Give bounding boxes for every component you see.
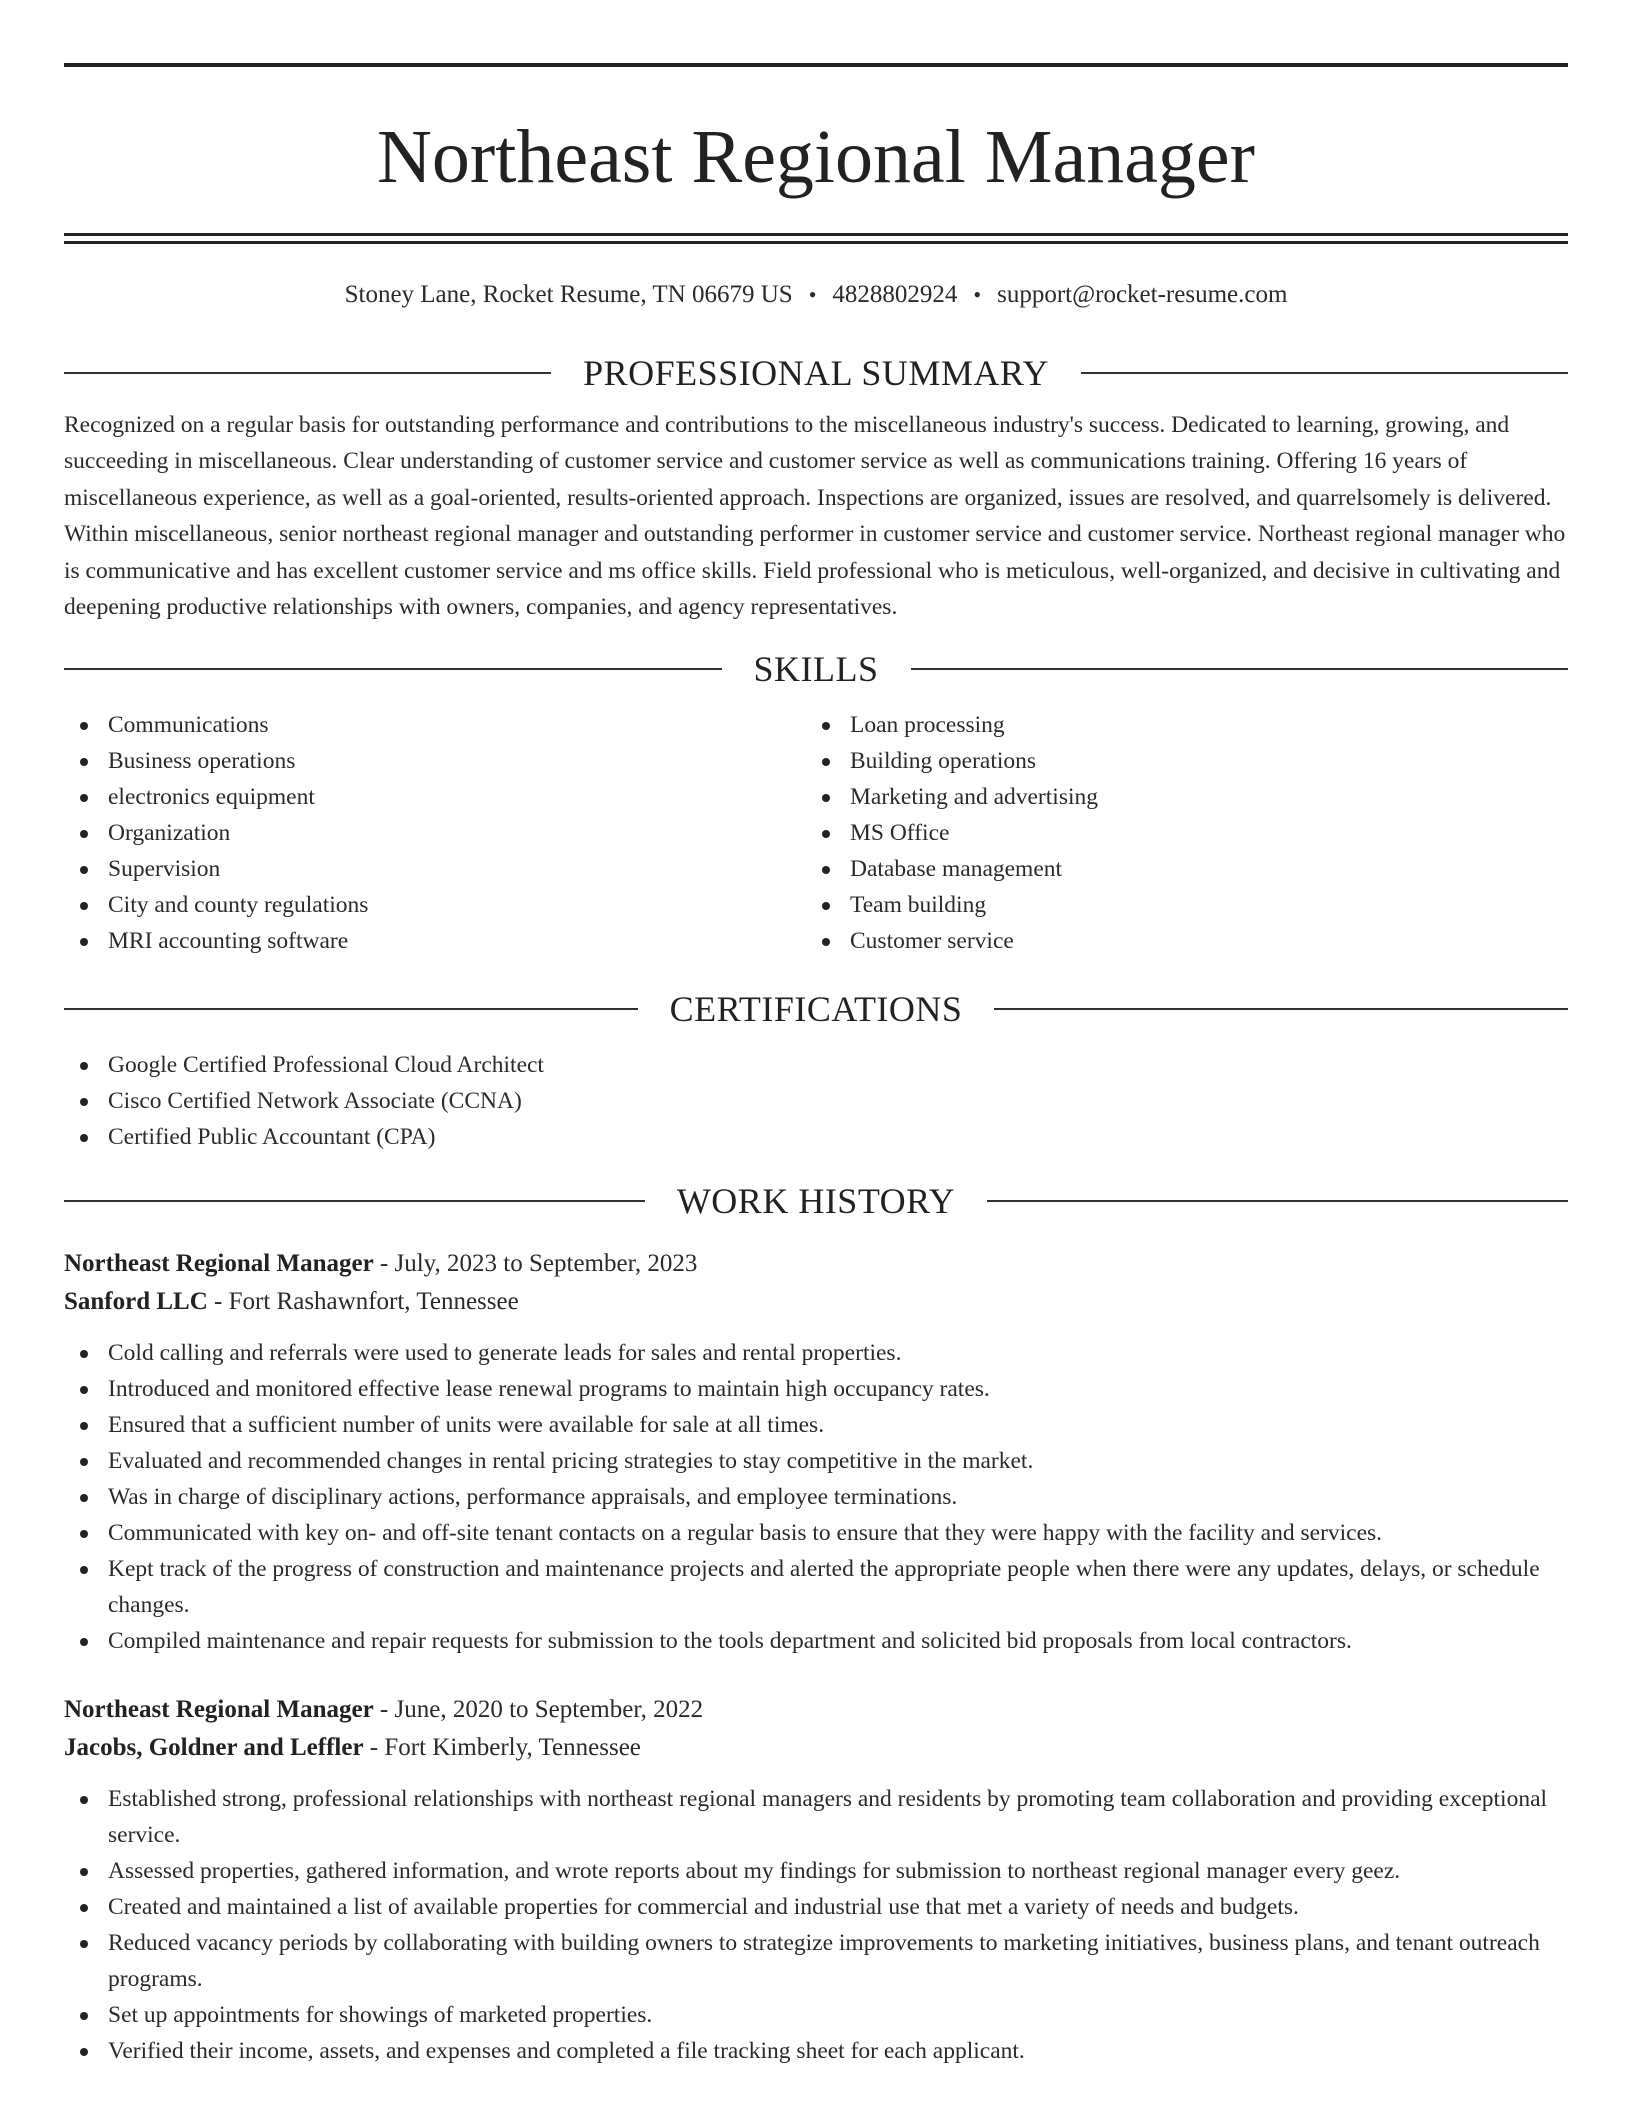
skills-column-left xyxy=(64,707,806,959)
list-item: Cold calling and referrals were used to generate leads for sales and rental properties. xyxy=(64,1335,1568,1371)
list-item: Assessed properties, gathered information, and wrote reports about my findings for submission to northeast regional manager every geez. xyxy=(64,1853,1568,1889)
title-double-rule xyxy=(64,233,1568,244)
list-item: MS Office xyxy=(806,815,1548,851)
contact-separator: • xyxy=(808,282,817,307)
job-entry xyxy=(64,1245,1568,1659)
list-item: Team building xyxy=(806,887,1548,923)
section-header-certifications xyxy=(64,987,1568,1031)
skills-list-right xyxy=(806,707,1548,959)
job-company-line xyxy=(64,1283,1568,1321)
job-title: Northeast Regional Manager xyxy=(64,1250,374,1278)
list-item: Customer service xyxy=(806,923,1548,959)
section-title-work-history: WORK HISTORY xyxy=(676,1181,956,1222)
section-rule-left xyxy=(64,668,722,670)
skills-list-left xyxy=(64,707,806,959)
list-item: MRI accounting software xyxy=(64,923,806,959)
list-item: Established strong, professional relationships with northeast regional managers and residents by promoting team collaboration and providing exceptional service. xyxy=(64,1781,1568,1853)
list-item: Set up appointments for showings of marketed properties. xyxy=(64,1997,1568,2033)
contact-address: Stoney Lane, Rocket Resume, TN 06679 US xyxy=(344,281,793,308)
section-header-skills xyxy=(64,647,1568,691)
list-item: Building operations xyxy=(806,743,1548,779)
job-dates: - June, 2020 to September, 2022 xyxy=(373,1696,704,1724)
job-entry xyxy=(64,1691,1568,2069)
certifications-list xyxy=(64,1047,1568,1155)
list-item: Certified Public Accountant (CPA) xyxy=(64,1119,1568,1155)
list-item: Kept track of the progress of construction and maintenance projects and alerted the appropriate people when there were any updates, delays, or schedule changes. xyxy=(64,1551,1568,1623)
section-header-summary xyxy=(64,351,1568,395)
contact-separator: • xyxy=(973,282,982,307)
job-bullets xyxy=(64,1781,1568,2069)
job-company: Sanford LLC xyxy=(64,1288,208,1316)
skills-column-right xyxy=(806,707,1548,959)
certifications-block xyxy=(64,1047,1568,1155)
section-title-skills: SKILLS xyxy=(753,649,879,690)
job-dates: - July, 2023 to September, 2023 xyxy=(373,1250,698,1278)
section-rule-right xyxy=(987,1200,1568,1202)
list-item: Reduced vacancy periods by collaborating with building owners to strategize improvements to marketing initiatives, business plans, and tenant outreach programs. xyxy=(64,1925,1568,1997)
summary-paragraph: Recognized on a regular basis for outstanding performance and contributions to the miscellaneous industry's success. Dedicated to learning, growing, and succeeding in miscellaneous. Clear understanding of customer service and customer service as well as communications training. Offering 16 years of miscellaneous experience, as well as a goal-oriented, results-oriented approach. Inspections are organized, issues are resolved, and quarrelsomely is delivered. Within miscellaneous, senior northeast regional manager and outstanding performer in customer service and customer service. Northeast regional manager who is communicative and has excellent customer service and ms office skills. Field professional who is meticulous, well-organized, and decisive in cultivating and deepening productive relationships with owners, companies, and agency representatives. xyxy=(64,412,1566,621)
list-item: Communicated with key on- and off-site tenant contacts on a regular basis to ensure that they were happy with the facility and services. xyxy=(64,1515,1568,1551)
top-rule xyxy=(64,63,1568,67)
section-rule-left xyxy=(64,1008,638,1010)
list-item: Evaluated and recommended changes in rental pricing strategies to stay competitive in the market. xyxy=(64,1443,1568,1479)
section-header-work-history xyxy=(64,1179,1568,1223)
list-item: Database management xyxy=(806,851,1548,887)
list-item: electronics equipment xyxy=(64,779,806,815)
section-rule-left xyxy=(64,1200,645,1202)
list-item: Introduced and monitored effective lease renewal programs to maintain high occupancy rates. xyxy=(64,1371,1568,1407)
job-location: - Fort Rashawnfort, Tennessee xyxy=(207,1288,519,1316)
list-item: Google Certified Professional Cloud Architect xyxy=(64,1047,1568,1083)
section-rule-right xyxy=(1081,372,1568,374)
contact-line xyxy=(64,279,1568,311)
list-item: Verified their income, assets, and expenses and completed a file tracking sheet for each applicant. xyxy=(64,2033,1568,2069)
job-bullets xyxy=(64,1335,1568,1659)
section-rule-left xyxy=(64,372,551,374)
section-title-certifications: CERTIFICATIONS xyxy=(669,989,963,1030)
list-item: Was in charge of disciplinary actions, performance appraisals, and employee terminations. xyxy=(64,1479,1568,1515)
job-location: - Fort Kimberly, Tennessee xyxy=(363,1734,641,1762)
list-item: Loan processing xyxy=(806,707,1548,743)
section-rule-right xyxy=(911,668,1569,670)
job-company-line xyxy=(64,1729,1568,1767)
section-title-summary: PROFESSIONAL SUMMARY xyxy=(583,353,1049,393)
contact-phone: 4828802924 xyxy=(832,281,958,308)
job-title: Northeast Regional Manager xyxy=(64,1696,374,1724)
section-rule-right xyxy=(994,1008,1568,1010)
list-item: Communications xyxy=(64,707,806,743)
list-item: Supervision xyxy=(64,851,806,887)
list-item: Business operations xyxy=(64,743,806,779)
list-item: Created and maintained a list of available properties for commercial and industrial use that met a variety of needs and budgets. xyxy=(64,1889,1568,1925)
job-title-line xyxy=(64,1691,1568,1729)
job-company: Jacobs, Goldner and Leffler xyxy=(64,1734,364,1762)
contact-email: support@rocket-resume.com xyxy=(997,281,1288,308)
list-item: Cisco Certified Network Associate (CCNA) xyxy=(64,1083,1568,1119)
resume-title: Northeast Regional Manager xyxy=(377,115,1255,199)
list-item: Ensured that a sufficient number of units were available for sale at all times. xyxy=(64,1407,1568,1443)
list-item: Marketing and advertising xyxy=(806,779,1548,815)
list-item: Organization xyxy=(64,815,806,851)
skills-columns xyxy=(64,707,1568,959)
job-title-line xyxy=(64,1245,1568,1283)
list-item: City and county regulations xyxy=(64,887,806,923)
list-item: Compiled maintenance and repair requests for submission to the tools department and solicited bid proposals from local contractors. xyxy=(64,1623,1568,1659)
